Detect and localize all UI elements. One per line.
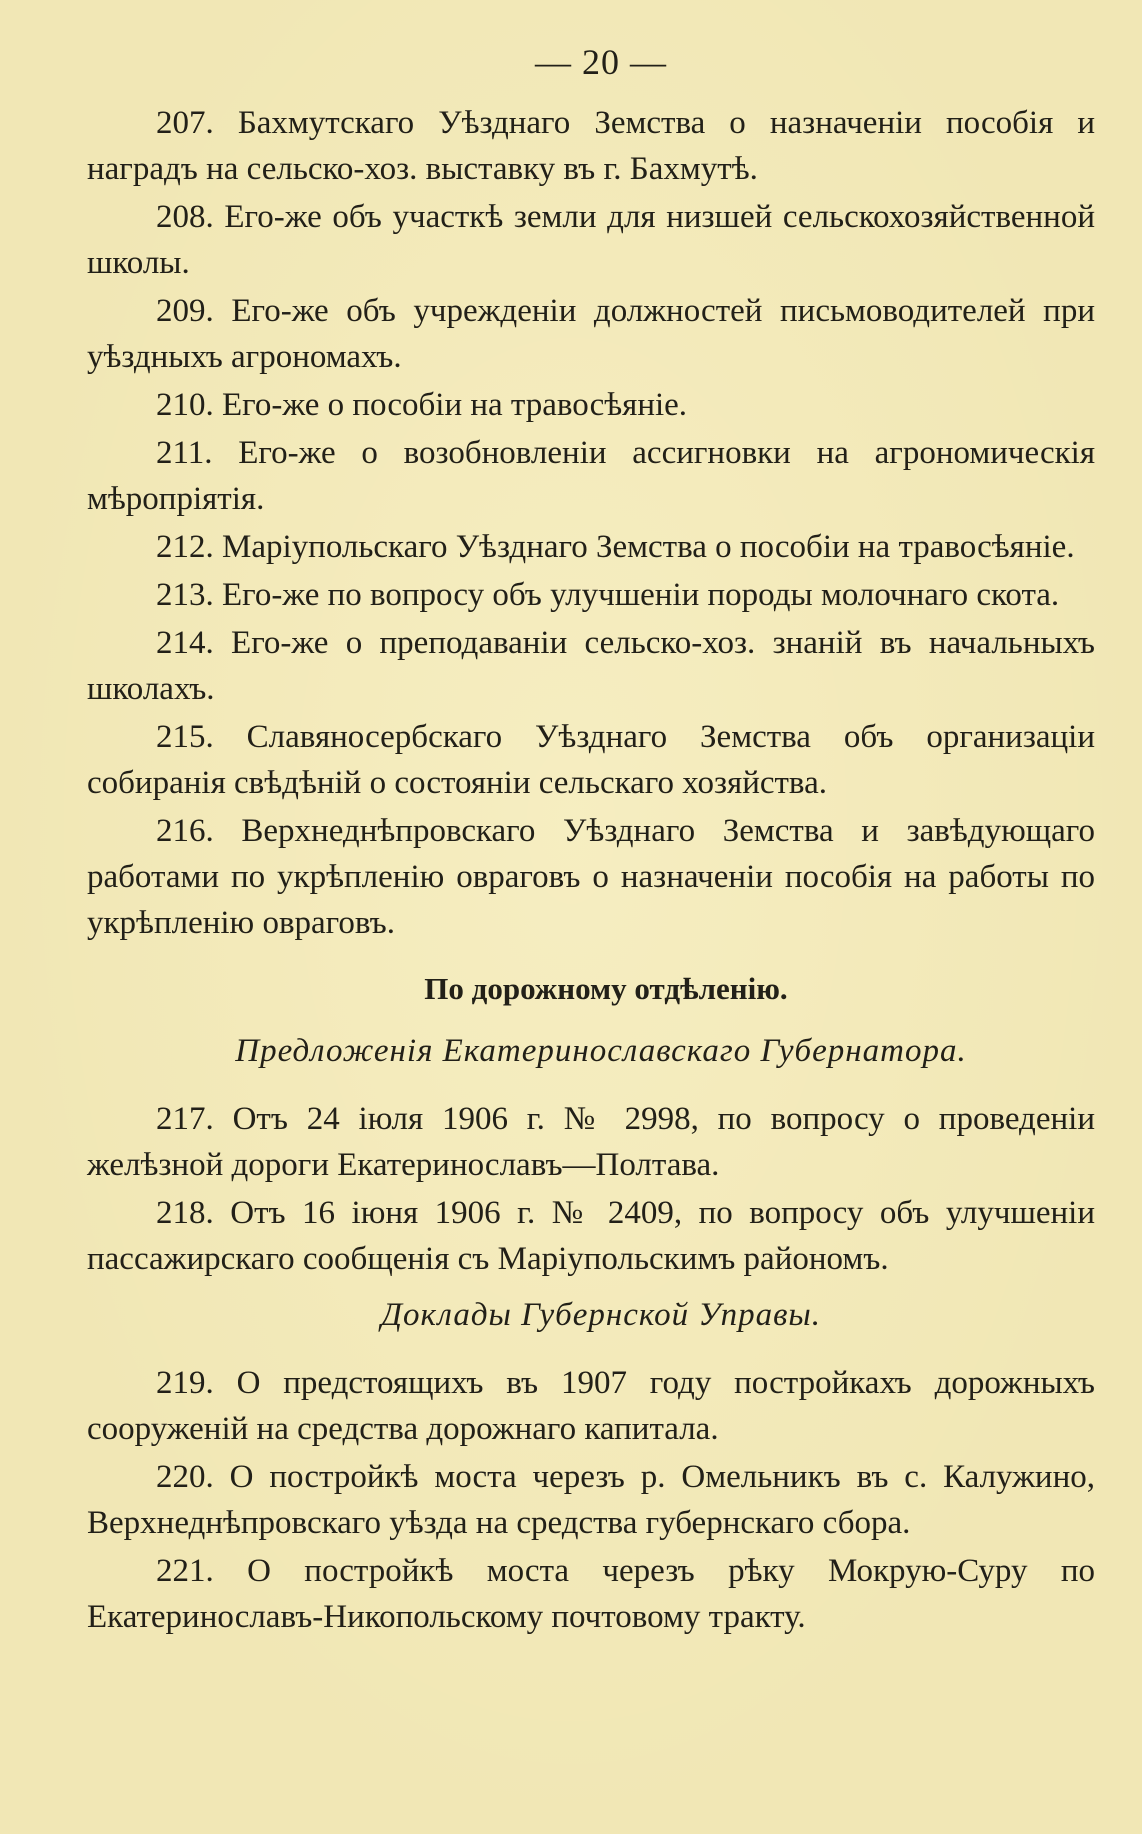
paragraph-214: 214. Его-же о преподаваніи сельско-хоз. знаній въ начальныхъ школахъ.	[87, 625, 1095, 707]
paragraph-210: 210. Его-же о пособіи на травосѣяніе.	[156, 387, 688, 423]
paragraph-group-board	[87, 1360, 1095, 1640]
paragraph-219: 219. О предстоящихъ въ 1907 году постройкахъ дорожныхъ сооруженій на средства дорожнаго капитала.	[87, 1365, 1095, 1447]
paragraph-220: 220. О постройкѣ моста черезъ р. Омельникъ въ с. Калужино, Верхнеднѣпровскаго уѣзда на средства губернскаго сбора.	[87, 1459, 1095, 1541]
page-number: — 20 —	[535, 42, 667, 82]
subheading-governor-proposals: Предложенія Екатеринославскаго Губернатора.	[235, 1033, 967, 1069]
paragraph-group-governor	[87, 1096, 1095, 1282]
paragraph-212: 212. Маріупольскаго Уѣзднаго Земства о пособіи на травосѣяніе.	[156, 529, 1075, 565]
paragraph-208: 208. Его-же объ участкѣ земли для низшей сельскохозяйственной школы.	[87, 199, 1095, 281]
section-heading: По дорожному отдѣленію.	[424, 971, 788, 1006]
paragraph-213: 213. Его-же по вопросу объ улучшеніи породы молочнаго скота.	[156, 577, 1060, 613]
paragraph-211: 211. Его-же о возобновленіи ассигновки на агрономическія мѣропріятія.	[87, 435, 1095, 517]
paragraph-218: 218. Отъ 16 іюня 1906 г. № 2409, по вопросу объ улучшеніи пассажирскаго сообщенія съ Маріупольскимъ райономъ.	[87, 1195, 1095, 1277]
paragraph-216: 216. Верхнеднѣпровскаго Уѣзднаго Земства и завѣдующаго работами по укрѣпленію овраговъ о назначеніи пособія на работы по укрѣпленію овраговъ.	[87, 813, 1095, 941]
paragraph-209: 209. Его-же объ учрежденіи должностей письмоводителей при уѣздныхъ агрономахъ.	[87, 293, 1095, 375]
paragraph-215: 215. Славяносербскаго Уѣзднаго Земства объ организаціи собиранія свѣдѣній о состояніи сельскаго хозяйства.	[87, 719, 1095, 801]
paragraph-207: 207. Бахмутскаго Уѣзднаго Земства о назначеніи пособія и наградъ на сельско-хоз. выставку въ г. Бахмутѣ.	[87, 105, 1095, 187]
paragraph-group-agriculture	[87, 100, 1095, 946]
paragraph-221: 221. О постройкѣ моста черезъ рѣку Мокрую-Суру по Екатеринославъ-Никопольскому почтовому тракту.	[87, 1553, 1095, 1635]
subheading-board-reports: Доклады Губернской Управы.	[380, 1297, 822, 1333]
paragraph-217: 217. Отъ 24 іюля 1906 г. № 2998, по вопросу о проведеніи желѣзной дороги Екатеринославъ—Полтава.	[87, 1101, 1095, 1183]
